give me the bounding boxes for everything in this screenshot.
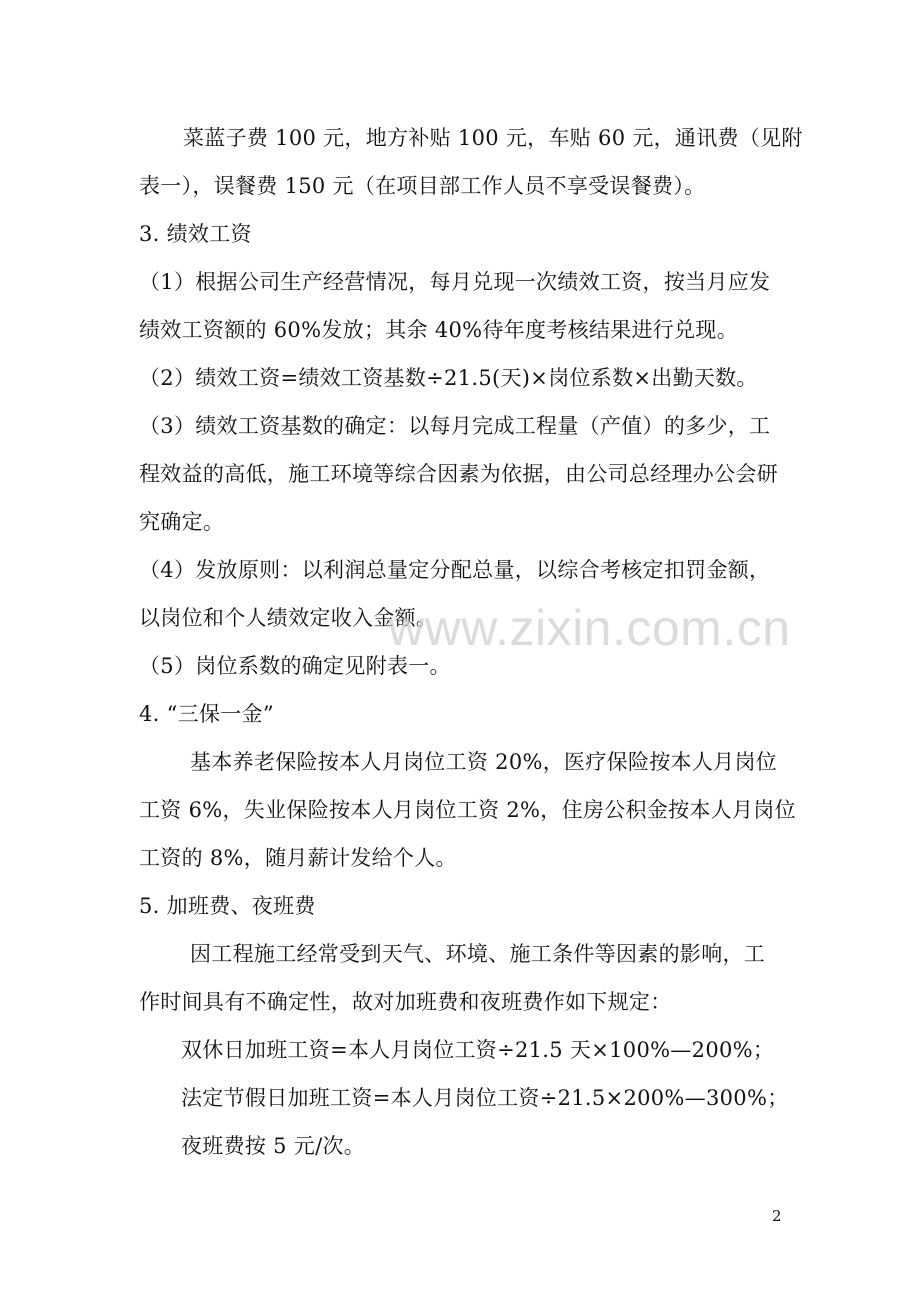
paragraph-line: 程效益的高低，施工环境等综合因素为依据，由公司总经理办公会研 <box>139 462 778 486</box>
paragraph-line: 因工程施工经常受到天气、环境、施工条件等因素的影响，工 <box>190 942 766 966</box>
paragraph-line: （3）绩效工资基数的确定：以每月完成工程量（产值）的多少，工 <box>139 414 771 438</box>
paragraph-line: 菜蓝子费 100 元，地方补贴 100 元，车贴 60 元，通讯费（见附 <box>183 126 803 150</box>
section-heading: 3. 绩效工资 <box>139 222 252 246</box>
paragraph-line: 作时间具有不确定性，故对加班费和夜班费作如下规定： <box>139 990 672 1014</box>
formula-line: 法定节假日加班工资=本人月岗位工资÷21.5×200%—300%； <box>181 1086 789 1110</box>
paragraph-line: 表一），误餐费 150 元（在项目部工作人员不享受误餐费）。 <box>139 174 706 198</box>
section-heading: 4. “三保一金” <box>139 702 274 726</box>
paragraph-line: （5）岗位系数的确定见附表一。 <box>139 654 451 678</box>
paragraph-line: 基本养老保险按本人月岗位工资 20%，医疗保险按本人月岗位 <box>190 750 778 774</box>
paragraph-line: 工资的 8%，随月薪计发给个人。 <box>139 846 457 870</box>
paragraph-line: 以岗位和个人绩效定收入金额。 <box>139 606 438 630</box>
paragraph-line: 夜班费按 5 元/次。 <box>181 1134 366 1158</box>
formula-line: 双休日加班工资=本人月岗位工资÷21.5 天×100%—200%； <box>181 1038 775 1062</box>
paragraph-line: （1）根据公司生产经营情况，每月兑现一次绩效工资，按当月应发 <box>139 270 771 294</box>
section-heading: 5. 加班费、夜班费 <box>139 894 316 918</box>
paragraph-line: （2）绩效工资=绩效工资基数÷21.5(天)×岗位系数×出勤天数。 <box>139 366 758 390</box>
paragraph-line: 究确定。 <box>139 510 225 534</box>
paragraph-line: 工资 6%，失业保险按本人月岗位工资 2%，住房公积金按本人月岗位 <box>139 798 796 822</box>
paragraph-line: 绩效工资额的 60%发放；其余 40%待年度考核结果进行兑现。 <box>139 318 738 342</box>
page-number: 2 <box>772 1207 782 1225</box>
watermark-text: www.zixin.com.cn <box>388 600 791 656</box>
paragraph-line: （4）发放原则：以利润总量定分配总量，以综合考核定扣罚金额， <box>139 558 771 582</box>
